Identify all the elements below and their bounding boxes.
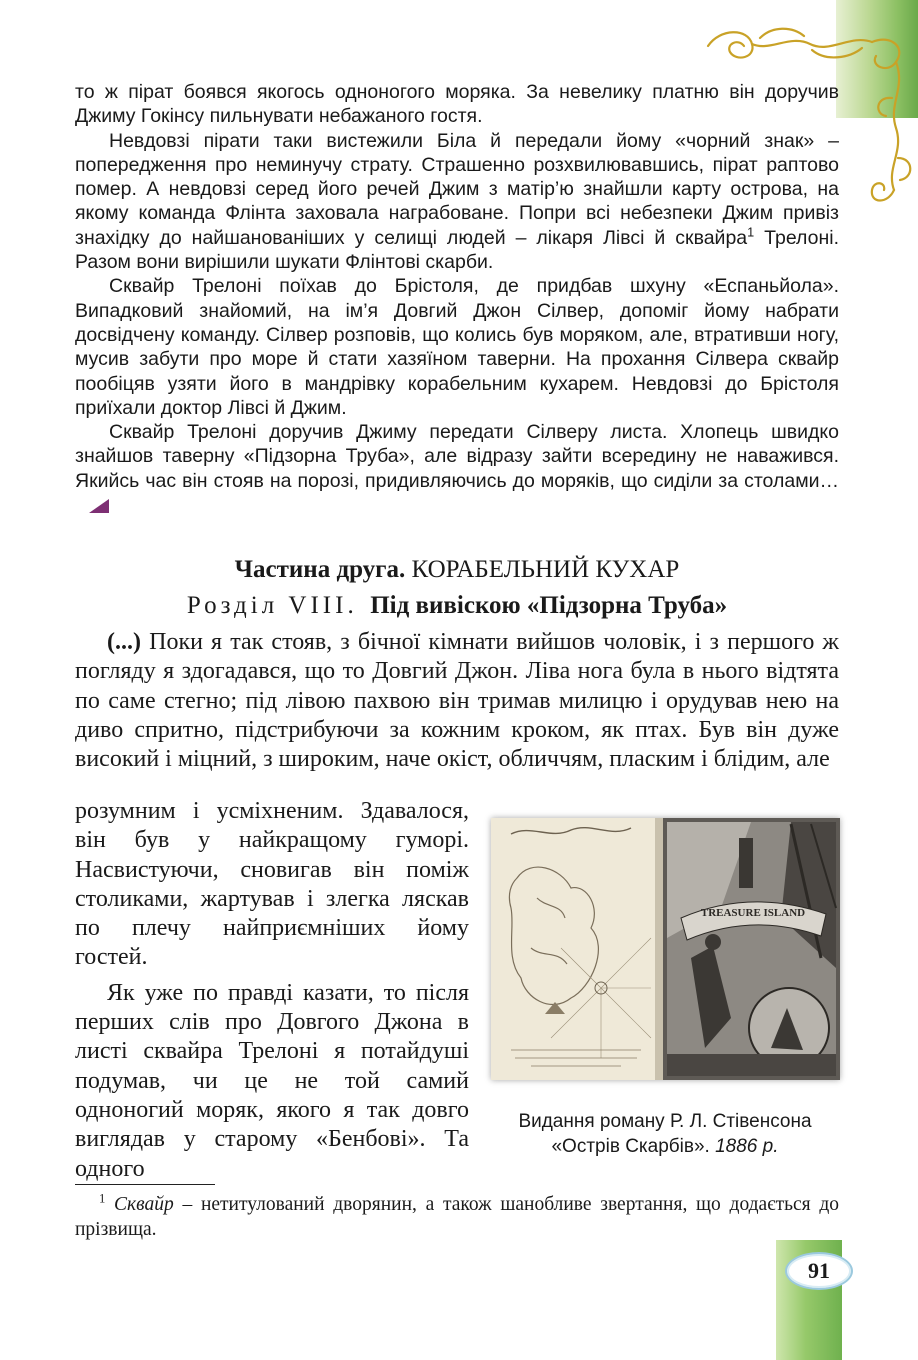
summary-paragraph: то ж пірат боявся якогось одноногого моряка. За невелику платню він доручив Джиму Гокінсу пильнувати небажаного гостя. — [75, 81, 839, 128]
footnote: $^1$ Сквайр – нетитулований дворянин, а також шанобливе звертання, що додається до прізвища. — [75, 1191, 839, 1240]
page-number: 91 — [785, 1252, 853, 1290]
chapter-title: Розділ VIII. Під вивіскою «Підзорна Труба» — [186, 592, 728, 619]
summary-paragraph: Сквайр Трелоні доручив Джиму передати Сілверу листа. Хлопець швидко знайшов таверну «Підзорна Труба», але відразу зайти всередину не наважився. Якийсь час він стояв на порозі, придивляючись до моряків, що сиділи за столами… — [75, 420, 839, 517]
illustration-banner-text: TREASURE ISLAND — [700, 907, 806, 919]
footnote-divider — [75, 1184, 215, 1185]
book-edition-illustration — [491, 818, 840, 1080]
excerpt-text-narrow — [75, 797, 469, 1184]
part-title: Частина друга. КОРАБЕЛЬНИЙ КУХАР — [234, 556, 680, 583]
excerpt-paragraph: розумним і усміхненим. Здавалося, він був у найкращому гуморі. Насвистуючи, сновигав він поміж столиками, жартував і злегка ляскав по плечу найприємніших йому гостей. — [75, 798, 469, 971]
footnote-reference: 1 — [747, 225, 755, 240]
summary-paragraph: Невдовзі пірати таки вистежили Біла й передали йому «чорний знак» – попередження про неминучу страту. Страшенно розхвилювавшись, пірат раптово помер. А невдовзі серед його речей Джим з матір’ю знайшли карту острова, на якому команда Флінта заховала награбоване. Попри всі небезпеки Джим привіз знахідку до найшанованіших у селищі людей – лікаря Лівсі й сквайра$^1$ Трелоні. Разом вони вирішили шукати Флінтові скарби. — [75, 129, 839, 274]
summary-paragraph: Сквайр Трелоні поїхав до Брістоля, де придбав шхуну «Еспаньйола». Випадковий знайомий, на ім’я Довгий Джон Сілвер, допоміг йому набрати досвідчену команду. Сілвер розповів, що колись був моряком, але, втративши ногу, мусив забути про море й стати хазяїном таверни. На прохання Сілвера сквайр пообіцяв узяти його в мандрівку корабельним кухарем. Невдовзі до Брістоля приїхали доктор Лівсі й Джим. — [75, 275, 839, 419]
excerpt-text-full: (...) Поки я так стояв, з бічної кімнати вийшов чоловік, і з першого ж погляду я здогадався, що то Довгий Джон. Ліва нога була в нього відтята по саме стегно; під лівою пахвою він тримав милицю і орудував нею на диво спритно, підстрибуючи за кожним кроком, як птах. Був він дуже високий і міцний, з широким, наче окіст, обличчям, пласким і блідим, але — [75, 629, 840, 773]
end-triangle-icon — [89, 499, 109, 513]
illustration-caption: Видання роману Р. Л. Стівенсона «Острів Скарбів». 1886 р. — [518, 1111, 812, 1157]
summary-text-block — [75, 80, 839, 517]
excerpt-paragraph: Як уже по правді казати, то після перших слів про Довгого Джона в листі сквайра Трелоні я потайдуші подумав, чи це не той самий одноногий моряк, якого я так довго виглядав у старому «Бенбові». Та одного — [75, 979, 469, 1182]
